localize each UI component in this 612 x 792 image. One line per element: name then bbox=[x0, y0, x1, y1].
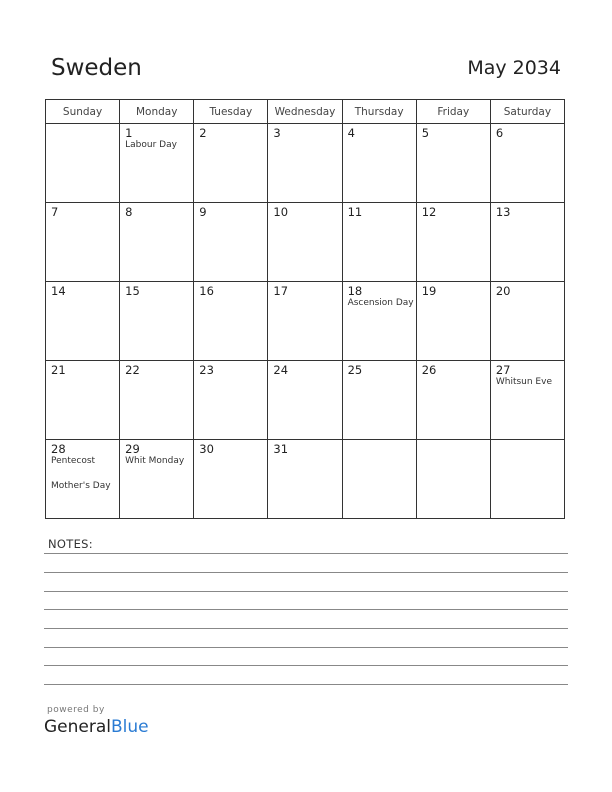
day-cell bbox=[46, 361, 120, 440]
day-cell bbox=[416, 361, 490, 440]
day-number: 9 bbox=[199, 205, 207, 219]
day-cell bbox=[416, 282, 490, 361]
day-number: 28 bbox=[51, 442, 66, 456]
day-cell bbox=[268, 203, 342, 282]
day-cell bbox=[120, 124, 194, 203]
month-year-title: May 2034 bbox=[467, 57, 561, 79]
week-row bbox=[46, 203, 565, 282]
day-number: 14 bbox=[51, 284, 66, 298]
empty-day-cell bbox=[416, 440, 490, 519]
note-line bbox=[44, 684, 568, 685]
weekday-header: Friday bbox=[416, 100, 490, 124]
day-cell bbox=[194, 203, 268, 282]
day-cell bbox=[194, 361, 268, 440]
holiday-label: Whitsun Eve bbox=[495, 377, 552, 387]
day-number: 22 bbox=[125, 363, 140, 377]
day-cell bbox=[268, 361, 342, 440]
note-line bbox=[44, 591, 568, 592]
day-number: 3 bbox=[273, 126, 281, 140]
day-number: 15 bbox=[125, 284, 140, 298]
day-number: 27 bbox=[495, 363, 511, 377]
week-row bbox=[46, 440, 565, 519]
holiday-label: Labour Day bbox=[125, 140, 177, 150]
empty-day-cell bbox=[342, 440, 416, 519]
week-row bbox=[46, 124, 565, 203]
day-number: 1 bbox=[125, 126, 133, 140]
day-cell bbox=[120, 361, 194, 440]
weekday-header: Saturday bbox=[490, 100, 564, 124]
day-cell bbox=[342, 124, 416, 203]
brand-logo bbox=[44, 717, 149, 737]
note-line bbox=[44, 628, 568, 629]
day-number: 8 bbox=[125, 205, 133, 219]
day-number: 13 bbox=[495, 205, 511, 219]
day-number: 2 bbox=[199, 126, 207, 140]
weekday-header: Tuesday bbox=[194, 100, 268, 124]
day-number: 16 bbox=[199, 284, 214, 298]
day-cell bbox=[342, 203, 416, 282]
calendar-grid bbox=[45, 99, 565, 519]
weekday-header-row bbox=[46, 100, 565, 124]
day-number: 11 bbox=[347, 205, 363, 219]
day-number: 30 bbox=[199, 442, 214, 456]
day-number: 10 bbox=[273, 205, 289, 219]
country-title: Sweden bbox=[51, 55, 142, 81]
day-number: 19 bbox=[421, 284, 437, 298]
day-number: 6 bbox=[495, 126, 504, 140]
weekday-header: Thursday bbox=[342, 100, 416, 124]
holiday-label: Mother's Day bbox=[51, 480, 111, 491]
empty-day-cell bbox=[490, 440, 564, 519]
day-cell bbox=[194, 282, 268, 361]
day-cell bbox=[490, 203, 564, 282]
day-cell bbox=[490, 124, 564, 203]
holiday-label: Ascension Day bbox=[347, 298, 414, 308]
day-cell bbox=[268, 440, 342, 519]
day-number: 31 bbox=[273, 442, 289, 456]
weekday-header: Wednesday bbox=[268, 100, 342, 124]
day-number: 5 bbox=[421, 126, 430, 140]
note-line bbox=[44, 609, 568, 610]
day-cell bbox=[268, 282, 342, 361]
day-cell bbox=[490, 282, 564, 361]
weekday-header: Sunday bbox=[46, 100, 120, 124]
day-cell bbox=[416, 203, 490, 282]
note-line bbox=[44, 647, 568, 648]
holiday-label: Whit Monday bbox=[125, 456, 185, 466]
day-cell bbox=[120, 203, 194, 282]
day-number: 25 bbox=[347, 363, 363, 377]
weekday-header: Monday bbox=[120, 100, 194, 124]
note-line bbox=[44, 665, 568, 666]
day-number: 20 bbox=[495, 284, 511, 298]
day-cell bbox=[416, 124, 490, 203]
day-cell bbox=[120, 440, 194, 519]
day-cell bbox=[46, 203, 120, 282]
day-cell bbox=[46, 282, 120, 361]
week-row bbox=[46, 282, 565, 361]
day-cell bbox=[120, 282, 194, 361]
note-line bbox=[44, 553, 568, 554]
day-number: 18 bbox=[347, 284, 363, 298]
day-number: 12 bbox=[421, 205, 437, 219]
empty-day-cell bbox=[46, 124, 120, 203]
note-line bbox=[44, 572, 568, 573]
day-number: 26 bbox=[421, 363, 437, 377]
day-cell bbox=[194, 124, 268, 203]
day-cell bbox=[46, 440, 120, 519]
brand-general-text: General bbox=[44, 717, 111, 737]
day-number: 24 bbox=[273, 363, 289, 377]
day-cell bbox=[194, 440, 268, 519]
week-row bbox=[46, 361, 565, 440]
day-cell bbox=[490, 361, 564, 440]
day-cell bbox=[268, 124, 342, 203]
day-number: 4 bbox=[347, 126, 355, 140]
day-number: 21 bbox=[51, 363, 66, 377]
brand-blue-text: Blue bbox=[111, 717, 149, 737]
day-cell bbox=[342, 361, 416, 440]
day-number: 23 bbox=[199, 363, 214, 377]
day-cell bbox=[342, 282, 416, 361]
day-number: 7 bbox=[51, 205, 59, 219]
holiday-label: Pentecost bbox=[51, 456, 96, 466]
powered-by-text: powered by bbox=[47, 705, 105, 715]
day-number: 29 bbox=[125, 442, 140, 456]
day-number: 17 bbox=[273, 284, 289, 298]
notes-label: NOTES: bbox=[48, 537, 93, 551]
